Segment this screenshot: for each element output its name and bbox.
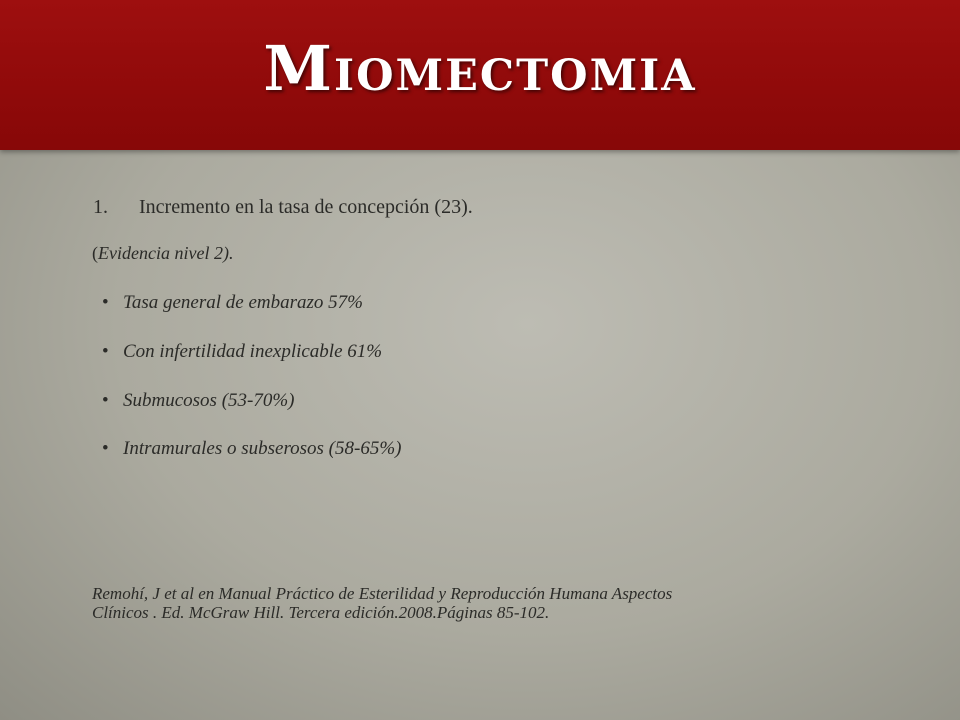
- reference-line: Remohí, J et al en Manual Práctico de Esterilidad y Reproducción Humana Aspectos: [92, 584, 673, 603]
- reference-citation: [92, 584, 852, 622]
- bullet-item: [102, 438, 401, 460]
- bullet-dot: •: [102, 341, 109, 362]
- bullet-text: Con infertilidad inexplicable 61%: [123, 341, 383, 362]
- reference-line: Clínicos . Ed. McGraw Hill. Tercera edición.2008.Páginas 85-102.: [92, 603, 550, 622]
- slide-title: Miomectomia: [263, 32, 697, 105]
- item-text: Incremento en la tasa de concepción (23).: [139, 196, 473, 218]
- bullet-text: Intramurales o subserosos (58-65%): [123, 438, 402, 459]
- bullet-item: [102, 390, 295, 412]
- bullet-text: Submucosos (53-70%): [123, 390, 295, 411]
- bullet-dot: •: [102, 390, 109, 411]
- bullet-item: [102, 292, 363, 314]
- title-band: [0, 0, 960, 150]
- evidence-note: [92, 243, 233, 264]
- bullet-dot: •: [102, 292, 109, 313]
- evidence-paren: (: [92, 243, 98, 263]
- numbered-item: [93, 196, 473, 219]
- bullet-dot: •: [102, 438, 109, 459]
- item-number: 1.: [93, 196, 108, 218]
- bullet-text: Tasa general de embarazo 57%: [123, 292, 363, 313]
- bullet-item: [102, 341, 382, 363]
- evidence-text: Evidencia nivel 2).: [98, 243, 234, 263]
